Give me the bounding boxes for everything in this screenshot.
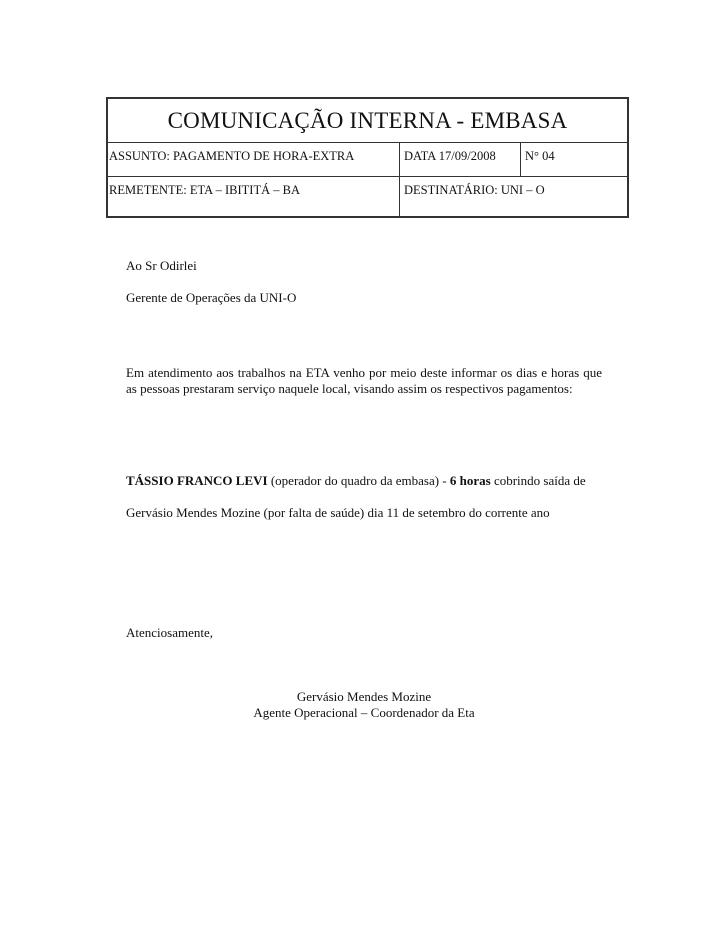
entry-role: (operador do quadro da embasa) - (267, 473, 450, 488)
date-cell: DATA 17/09/2008 (400, 143, 521, 177)
entry-rest: cobrindo saída de (490, 473, 586, 488)
addressee-name: Ao Sr Odirlei (126, 258, 197, 273)
signature-name: Gervásio Mendes Mozine (296, 689, 432, 704)
addressee-role: Gerente de Operações da UNI-O (126, 290, 297, 305)
header-table (106, 97, 629, 218)
entry-line-2: Gervásio Mendes Mozine (por falta de saúde) dia 11 de setembro do corrente ano (126, 505, 550, 520)
entry-line-1 (126, 473, 602, 489)
entry-hours: 6 horas (449, 473, 491, 488)
subject-cell: ASSUNTO: PAGAMENTO DE HORA-EXTRA (107, 143, 400, 177)
entry-name: TÁSSIO FRANCO LEVI (126, 473, 268, 488)
closing: Atenciosamente, (126, 625, 213, 640)
sender-cell: REMETENTE: ETA – IBITITÁ – BA (107, 177, 400, 218)
intro-paragraph: Em atendimento aos trabalhos na ETA venho por meio deste informar os dias e horas que as pessoas prestaram serviço naquele local, visando assim os respectivos pagamentos: (126, 365, 602, 396)
number-cell: N° 04 (521, 143, 629, 177)
document-title: COMUNICAÇÃO INTERNA - EMBASA (107, 98, 628, 143)
recipient-cell: DESTINATÁRIO: UNI – O (400, 177, 629, 218)
signature-title: Agente Operacional – Coordenador da Eta (253, 705, 475, 720)
